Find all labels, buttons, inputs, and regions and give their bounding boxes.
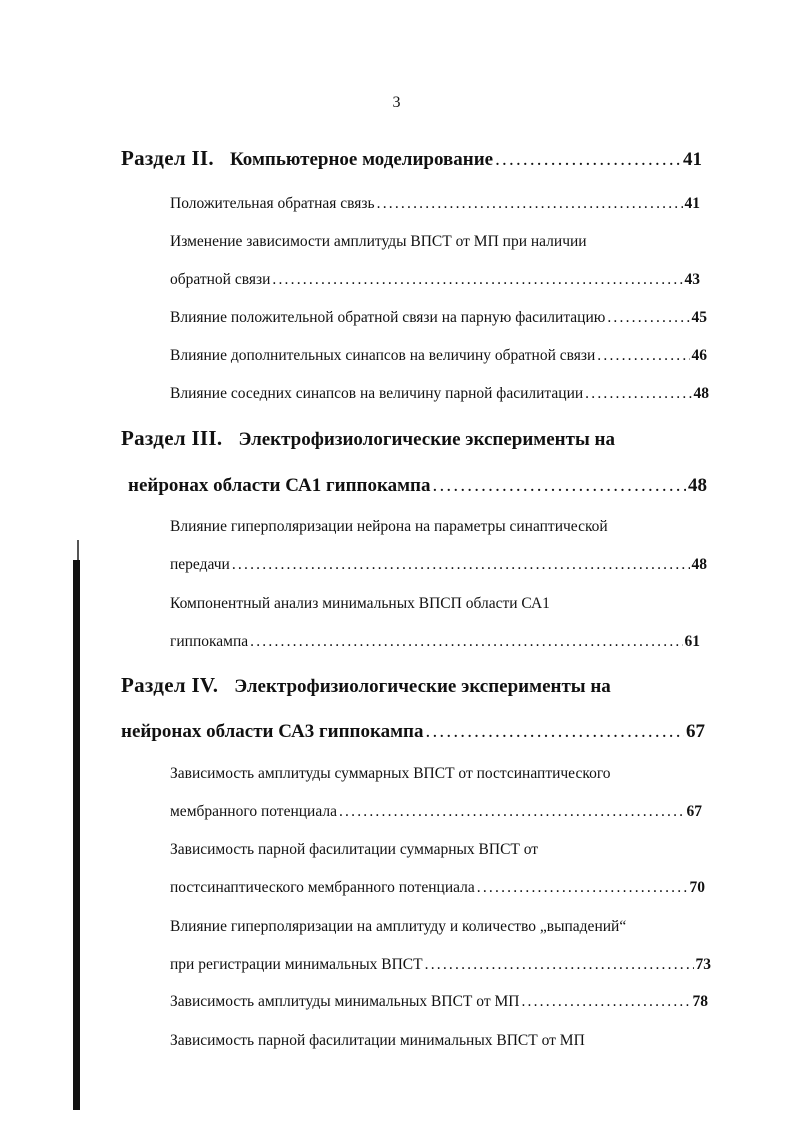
page-ref: 41 (684, 195, 700, 212)
entry-title-line1: Влияние гиперполяризации на амплитуду и количество „выпадений“ (170, 918, 627, 935)
toc-entry[interactable] (170, 803, 702, 821)
toc-entry[interactable] (170, 271, 700, 289)
section-4-heading[interactable] (121, 673, 611, 698)
dot-leader (495, 149, 681, 171)
page-number: 3 (392, 94, 401, 111)
dot-leader (339, 803, 685, 821)
page-ref: 67 (686, 721, 705, 742)
dot-leader (426, 721, 684, 743)
dot-leader (597, 347, 689, 365)
entry-title: обратной связи (170, 271, 271, 288)
dot-leader (521, 993, 690, 1011)
page-ref: 48 (691, 556, 707, 573)
entry-title: Влияние соседних синапсов на величину парной фасилитации (170, 385, 584, 402)
page-ref: 46 (691, 347, 707, 364)
entry-title-line1: Зависимость парной фасилитации минимальных ВПСТ от МП (170, 1032, 585, 1049)
entry-title: мембранного потенциала (170, 803, 337, 820)
entry-title-line1: Зависимость амплитуды суммарных ВПСТ от постсинаптического (170, 765, 611, 782)
section-label: Раздел IV. (121, 673, 219, 697)
dot-leader (607, 309, 689, 327)
page-ref: 45 (691, 309, 707, 326)
dot-leader (377, 195, 683, 213)
section-3-heading[interactable] (121, 426, 615, 451)
entry-title: постсинаптического мембранного потенциала (170, 879, 475, 896)
entry-title: Влияние положительной обратной связи на парную фасилитацию (170, 309, 606, 326)
page-ref: 73 (695, 956, 711, 973)
section-label: Раздел II. (121, 146, 214, 170)
section-title: Компьютерное моделирование (229, 149, 494, 170)
toc-entry[interactable] (170, 195, 700, 213)
toc-entry[interactable] (170, 385, 709, 403)
entry-title-line1: Компонентный анализ минимальных ВПСП области СА1 (170, 595, 550, 612)
toc-entry[interactable] (170, 309, 707, 327)
page-ref: 41 (683, 149, 702, 170)
section-title: нейронах области СА1 гиппокампа (128, 475, 431, 496)
dot-leader (477, 879, 688, 897)
page-ref: 67 (686, 803, 702, 820)
toc-entry[interactable] (170, 956, 711, 974)
toc-entry[interactable] (170, 556, 707, 574)
entry-title: при регистрации минимальных ВПСТ (170, 956, 423, 973)
page-ref: 43 (684, 271, 700, 288)
entry-title: Зависимость амплитуды минимальных ВПСТ от МП (170, 993, 520, 1010)
entry-title: Влияние дополнительных синапсов на величину обратной связи (170, 347, 596, 364)
scan-margin (0, 0, 793, 62)
page-ref: 48 (693, 385, 709, 402)
section-title: Электрофизиологические эксперименты на (234, 676, 611, 697)
entry-title-line1: Зависимость парной фасилитации суммарных ВПСТ от (170, 841, 539, 858)
toc-entry[interactable] (170, 879, 705, 897)
dot-leader (250, 633, 682, 651)
section-4-heading-cont[interactable] (121, 721, 705, 743)
page-ref: 70 (689, 879, 705, 896)
scan-binding-edge (73, 560, 80, 1110)
dot-leader (272, 271, 682, 289)
entry-title: гиппокампа (170, 633, 249, 650)
dot-leader (232, 556, 690, 574)
toc-entry[interactable] (170, 993, 708, 1011)
dot-leader (425, 956, 694, 974)
entry-title-line1: Влияние гиперполяризации нейрона на параметры синаптической (170, 518, 608, 535)
dot-leader (433, 475, 686, 497)
page-ref: 61 (684, 633, 700, 650)
section-title: Электрофизиологические эксперименты на (238, 429, 615, 450)
toc-entry[interactable] (170, 347, 707, 365)
page-ref: 78 (692, 993, 708, 1010)
section-3-heading-cont[interactable] (128, 475, 707, 497)
entry-title: Положительная обратная связь (170, 195, 375, 212)
section-2-heading[interactable] (121, 146, 702, 171)
entry-title: передачи (170, 556, 230, 573)
entry-title-line1: Изменение зависимости амплитуды ВПСТ от МП при наличии (170, 233, 587, 250)
page-ref: 48 (688, 475, 707, 496)
section-label: Раздел III. (121, 426, 223, 450)
dot-leader (585, 385, 691, 403)
section-title: нейронах области СА3 гиппокампа (121, 721, 424, 742)
toc-entry[interactable] (170, 633, 700, 651)
